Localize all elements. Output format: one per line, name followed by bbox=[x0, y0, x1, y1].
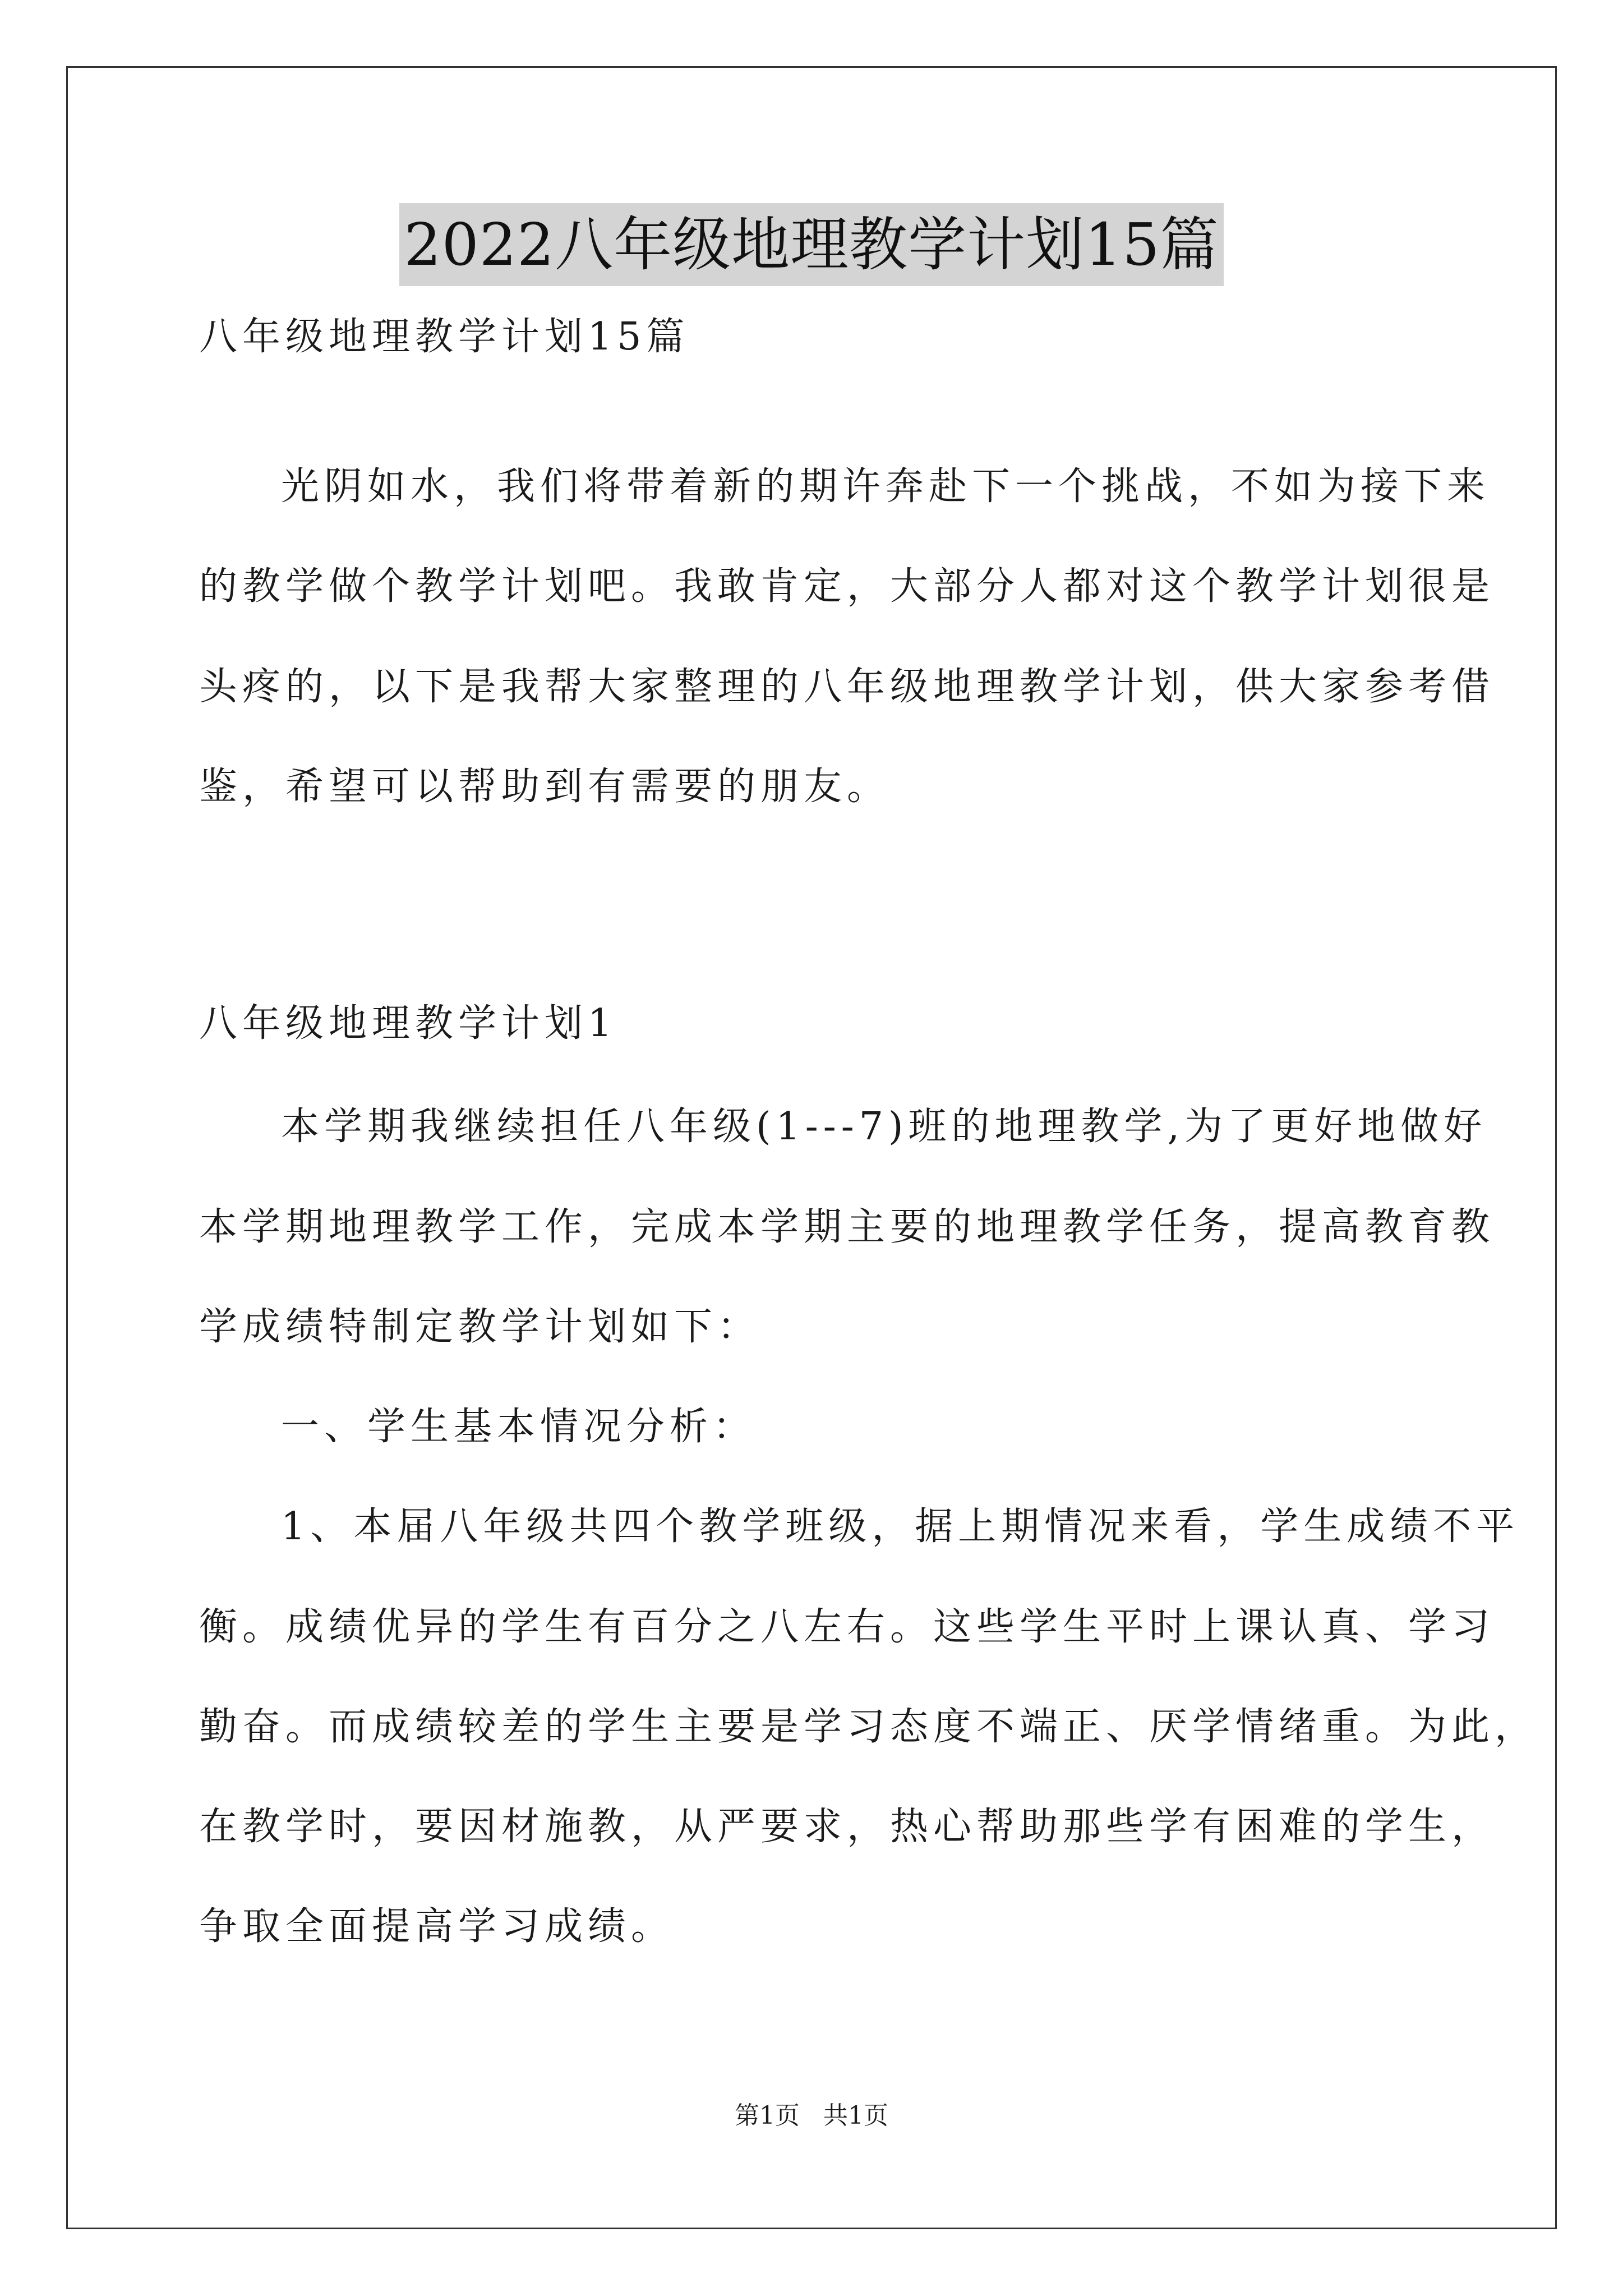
item-paragraph-line: 争取全面提高学习成绩。 bbox=[199, 1904, 675, 1949]
intro-paragraph-line: 的教学做个教学计划吧。我敢肯定，大部分人都对这个教学计划很是 bbox=[199, 564, 1495, 609]
item-paragraph-line: 1、本届八年级共四个教学班级，据上期情况来看，学生成绩不平 bbox=[281, 1504, 1520, 1549]
item-paragraph-line: 勤奋。而成绩较差的学生主要是学习态度不端正、厌学情绪重。为此， bbox=[199, 1705, 1538, 1749]
title-container bbox=[0, 203, 1623, 286]
section-paragraph-line: 本学期我继续担任八年级(1---7)班的地理教学,为了更好地做好 bbox=[281, 1105, 1487, 1149]
section-heading: 八年级地理教学计划1 bbox=[199, 1001, 617, 1046]
document-title: 2022八年级地理教学计划15篇 bbox=[399, 203, 1223, 286]
document-subtitle: 八年级地理教学计划15篇 bbox=[199, 315, 690, 359]
section-paragraph-line: 本学期地理教学工作，完成本学期主要的地理教学任务，提高教育教 bbox=[199, 1205, 1495, 1249]
intro-paragraph-line: 头疼的，以下是我帮大家整理的八年级地理教学计划，供大家参考借 bbox=[199, 665, 1495, 709]
item-paragraph-line: 在教学时，要因材施教，从严要求，热心帮助那些学有困难的学生， bbox=[199, 1805, 1495, 1849]
item-paragraph-line: 衡。成绩优异的学生有百分之八左右。这些学生平时上课认真、学习 bbox=[199, 1605, 1495, 1649]
intro-paragraph-line: 鉴，希望可以帮助到有需要的朋友。 bbox=[199, 765, 891, 809]
intro-paragraph-line: 光阴如水，我们将带着新的期许奔赴下一个挑战，不如为接下来 bbox=[281, 464, 1491, 509]
item-heading: 一、学生基本情况分析： bbox=[281, 1405, 757, 1449]
page-footer: 第1页 共1页 bbox=[735, 2101, 888, 2130]
section-paragraph-line: 学成绩特制定教学计划如下： bbox=[199, 1305, 761, 1349]
